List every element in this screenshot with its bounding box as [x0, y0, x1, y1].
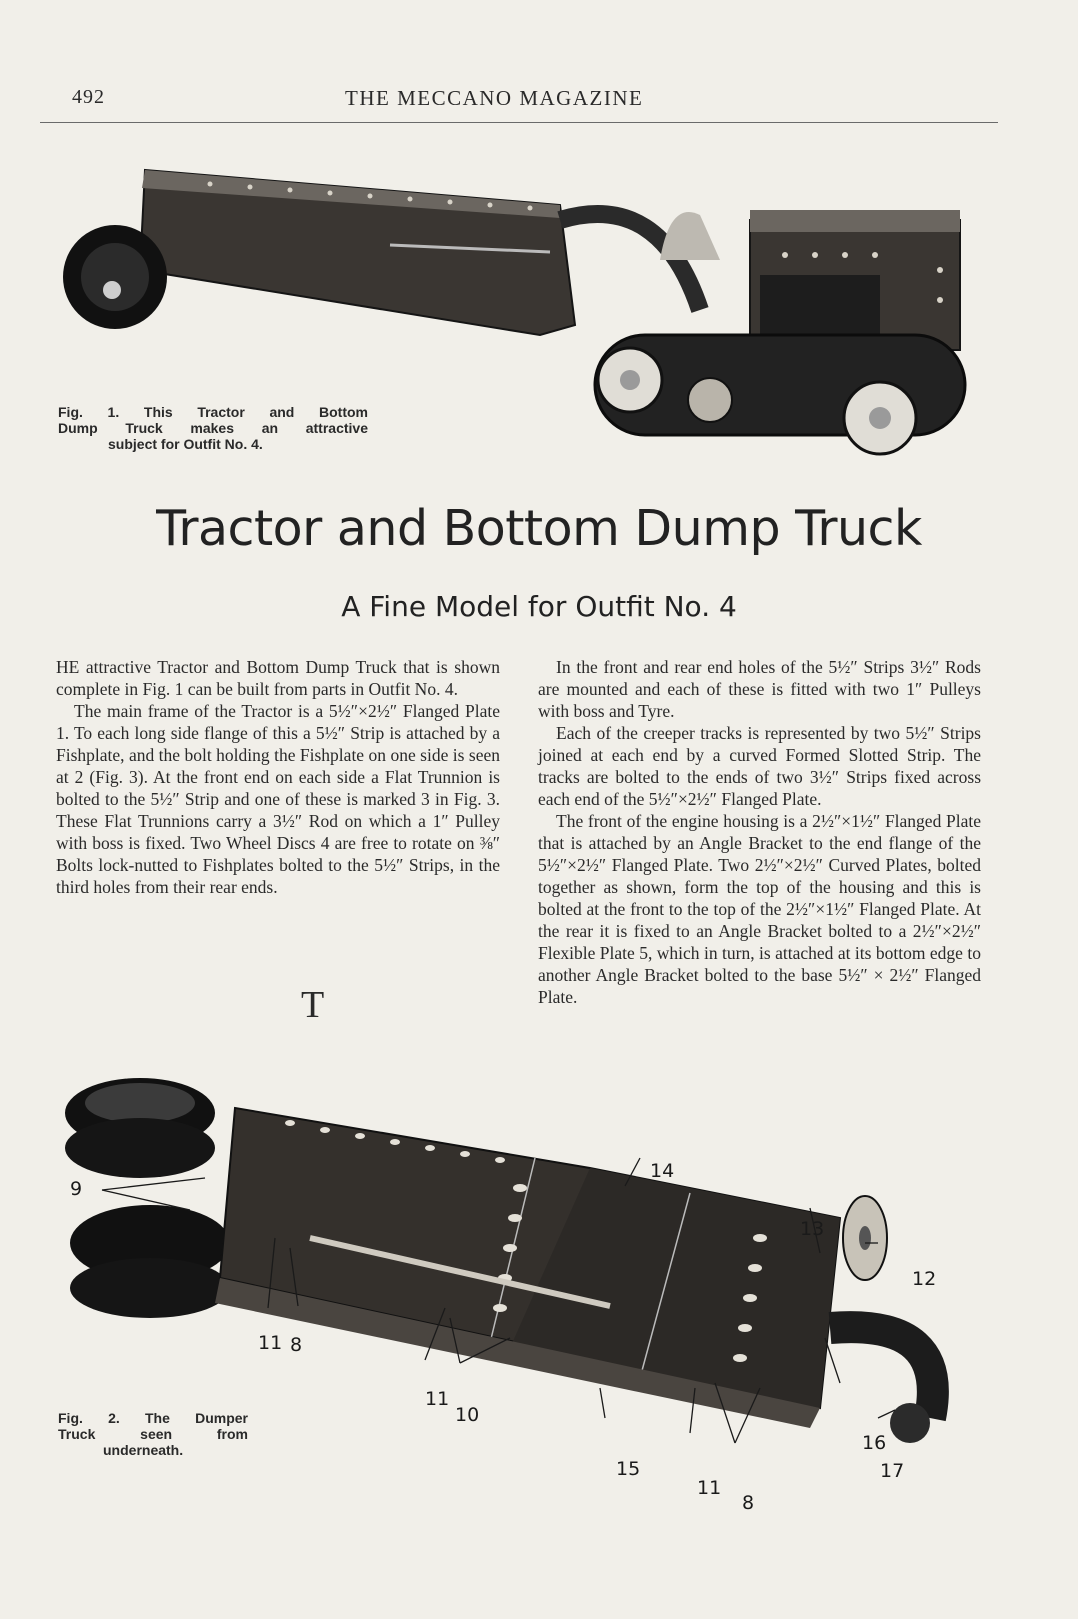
caption-line: underneath. — [103, 1442, 184, 1458]
callout-17: 17 — [880, 1460, 905, 1482]
callout-16: 16 — [862, 1432, 887, 1454]
callout-11: 11 — [425, 1388, 450, 1410]
callout-14: 14 — [650, 1160, 675, 1182]
callout-11: 11 — [697, 1477, 722, 1499]
caption-line: Fig. 1. This Tractor and Bottom — [58, 404, 368, 420]
callout-10: 10 — [455, 1404, 480, 1426]
figure-1-caption — [58, 404, 368, 452]
caption-line: Dump Truck makes an attractive — [58, 420, 368, 436]
article-title: Tractor and Bottom Dump Truck — [156, 500, 922, 557]
callout-15: 15 — [616, 1458, 641, 1480]
callout-9: 9 — [70, 1178, 83, 1200]
figure-2-caption — [58, 1410, 248, 1458]
caption-line: Truck seen from — [58, 1426, 248, 1442]
article-subtitle: A Fine Model for Outfit No. 4 — [341, 590, 737, 623]
header-rule — [40, 122, 998, 123]
callout-11: 11 — [258, 1332, 283, 1354]
left-column — [56, 656, 500, 1026]
paragraph: The front of the engine housing is a 2½″×1½″ Flanged Plate that is attached by an Angle Bracket to the end flange of the 5½″×2½″ Flanged Plate. Two 2½″×2½″ Curved Plates, bolted together as shown, form the top of the housing and this is bolted at the front to the top of the 2½″×1½″ Flanged Plate. At the rear it is fixed to an Angle Bracket bolted to a 2½″×2½″ Flexible Plate 5, which in turn, is attached at its bottom edge to another Angle Bracket bolted to the base 5½″ × 2½″ Flanged Plate. — [538, 811, 981, 1007]
callout-8: 8 — [742, 1492, 755, 1514]
paragraph: The main frame of the Tractor is a 5½″×2½″ Flanged Plate 1. To each long side flange of this a 5½″ Strip is attached by a Fishplate, and the bolt holding the Fishplate on one side is seen at 2 (Fig. 3). At the front end on each side a Flat Trunnion is bolted to the 5½″ Strip and one of these is marked 3 in Fig. 3. These Flat Trunnions carry a 3½″ Rod on which a 1″ Pulley with boss is fixed. Two Wheel Discs 4 are free to rotate on ⅜″ Bolts lock-nutted to Fishplates bolted to the 5½″ Strips, in the third holes from their rear ends. — [56, 701, 500, 897]
callout-8: 8 — [290, 1334, 303, 1356]
drop-cap: T — [301, 984, 325, 1026]
caption-line: Fig. 2. The Dumper — [58, 1410, 248, 1426]
paragraph: In the front and rear end holes of the 5½″ Strips 3½″ Rods are mounted and each of these is fitted with two 1″ Pulleys with boss and Tyre. — [538, 657, 981, 721]
callout-12: 12 — [912, 1268, 937, 1290]
page-number: 492 — [72, 86, 105, 108]
magazine-title: THE MECCANO MAGAZINE — [345, 86, 644, 110]
figure-2-photo — [50, 1078, 1000, 1548]
paragraph: T HE attractive Tractor and Bottom Dump Truck that is shown complete in Fig. 1 can be built from parts in Outfit No. 4. — [56, 657, 500, 1026]
right-column — [538, 656, 981, 1008]
caption-line: subject for Outfit No. 4. — [108, 436, 263, 452]
paragraph: Each of the creeper tracks is represented by two 5½″ Strips joined at each end by a curved Formed Slotted Strip. The tracks are bolted to the ends of two 3½″ Strips fixed across each end of the 5½″×2½″ Flanged Plate. — [538, 723, 981, 809]
callout-13: 13 — [800, 1218, 825, 1240]
